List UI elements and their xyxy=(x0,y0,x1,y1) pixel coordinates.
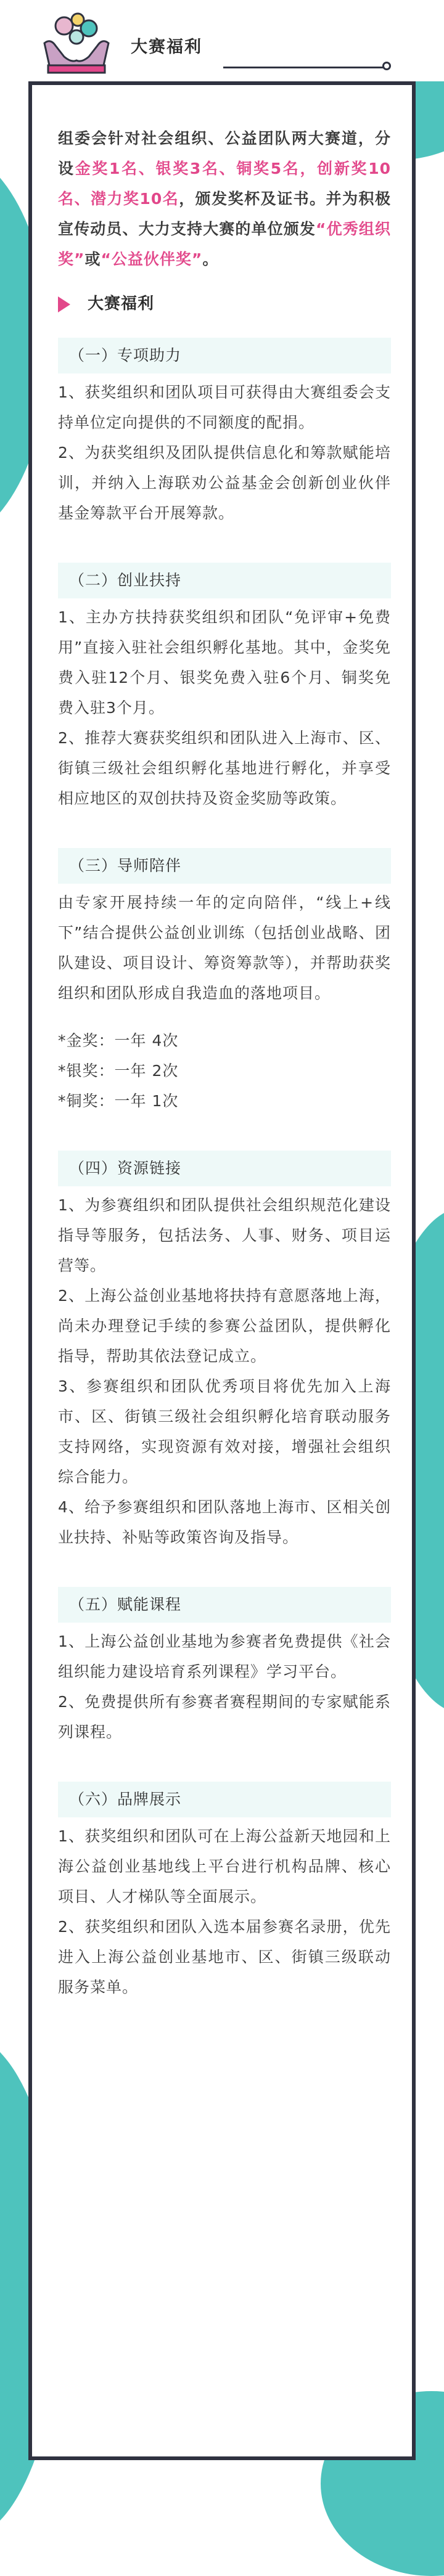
subsection-title: （四）资源链接 xyxy=(58,1151,391,1186)
paragraph: 1、获奖组织和团队可在上海公益新天地园和上海公益创业基地线上平台进行机构品牌、核心项目、人才梯队等全面展示。 xyxy=(58,1827,391,1906)
paragraph: 1、上海公益创业基地为参赛者免费提供《社会组织能力建设培育系列课程》学习平台。 xyxy=(58,1632,391,1681)
triangle-arrow-icon xyxy=(58,296,70,312)
subsection-title: （六）品牌展示 xyxy=(58,1782,391,1817)
intro-text: 组委会针对社会组织、公益团队两大赛道，分设 xyxy=(58,129,391,177)
list-item: *银奖：一年 2次 xyxy=(58,1062,179,1080)
content-body xyxy=(58,123,391,2002)
paragraph: 1、主办方扶持获奖组织和团队“免评审+免费用”直接入驻社会组织孵化基地。其中，金奖免费入驻12个月、银奖免费入驻6个月、铜奖免费入驻3个月。 xyxy=(58,608,391,717)
paragraph: 2、推荐大赛获奖组织和团队进入上海市、区、街镇三级社会组织孵化基地进行孵化，并享受相应地区的双创扶持及资金奖励等政策。 xyxy=(58,729,391,807)
intro-paragraph xyxy=(58,123,391,274)
divider-line xyxy=(223,67,385,68)
section-title: 大赛福利 xyxy=(88,295,155,313)
intro-text: 。 xyxy=(202,250,219,268)
intro-text: ，颁发奖杯及证书。并为积极宣传动员、大力支持大赛的单位颁发 xyxy=(58,190,391,238)
partner-award-highlight: “公益伙伴奖” xyxy=(101,250,203,268)
section-heading xyxy=(58,289,391,319)
subsection-title: （五）赋能课程 xyxy=(58,1587,391,1623)
list-item: *铜奖：一年 1次 xyxy=(58,1092,179,1110)
divider-dot xyxy=(382,62,391,70)
award-list-highlight: 金奖1名、银奖3名、铜奖5名，创新奖10名、潜力奖10名 xyxy=(58,160,391,208)
list-item: *金奖：一年 4次 xyxy=(58,1032,179,1050)
hands-giving-icon xyxy=(39,11,113,75)
paragraph: 2、获奖组织和团队入选本届参赛名录册，优先进入上海公益创业基地市、区、街镇三级联动服务菜单。 xyxy=(58,1918,391,1996)
paragraph: 2、为获奖组织及团队提供信息化和筹款赋能培训，并纳入上海联劝公益基金会创新创业伙伴基金筹款平台开展筹款。 xyxy=(58,444,391,522)
paragraph: 1、获奖组织和团队项目可获得由大赛组委会支持单位定向提供的不同额度的配捐。 xyxy=(58,383,391,431)
organization-award-highlight: “优秀组织奖” xyxy=(58,220,391,268)
subsection-title: （三）导师陪伴 xyxy=(58,848,391,884)
paragraph: 2、上海公益创业基地将扶持有意愿落地上海，尚未办理登记手续的参赛公益团队，提供孵化指导，帮助其依法登记成立。 xyxy=(58,1287,391,1365)
page-title: 大赛福利 xyxy=(131,38,202,57)
subsection-title: （二）创业扶持 xyxy=(58,563,391,598)
header-bar xyxy=(0,0,444,81)
paragraph: 2、免费提供所有参赛者赛程期间的专家赋能系列课程。 xyxy=(58,1693,391,1741)
paragraph: 1、为参赛组织和团队提供社会组织规范化建设指导等服务，包括法务、人事、财务、项目运营等。 xyxy=(58,1196,391,1274)
paragraph: 由专家开展持续一年的定向陪伴，“线上+线下”结合提供公益创业训练（包括创业战略、团队建设、项目设计、筹资筹款等），并帮助获奖组织和团队形成自我造血的落地项目。 xyxy=(58,894,391,1002)
subsection-title: （一）专项助力 xyxy=(58,338,391,373)
intro-text: 或 xyxy=(84,250,101,268)
paragraph: 3、参赛组织和团队优秀项目将优先加入上海市、区、街镇三级社会组织孵化培育联动服务支持网络，实现资源有效对接，增强社会组织综合能力。 xyxy=(58,1377,391,1486)
paragraph: 4、给予参赛组织和团队落地上海市、区相关创业扶持、补贴等政策咨询及指导。 xyxy=(58,1498,391,1546)
